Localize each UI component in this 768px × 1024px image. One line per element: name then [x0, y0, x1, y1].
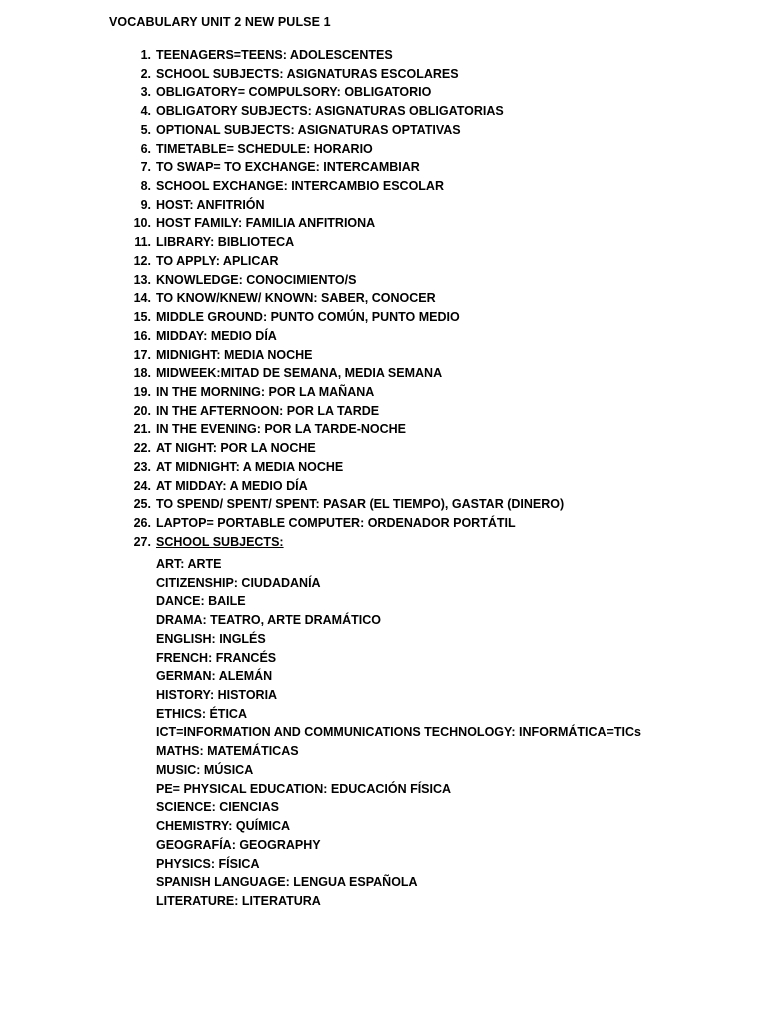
item-number: 1.	[140, 48, 151, 62]
list-item	[0, 346, 768, 365]
subject-item: MUSIC: MÚSICA	[156, 762, 254, 777]
item-text: TEENAGERS=TEENS: ADOLESCENTES	[156, 48, 393, 62]
list-item	[0, 102, 768, 121]
list-item	[0, 477, 768, 496]
subject-item: LITERATURE: LITERATURA	[156, 893, 321, 908]
school-subjects-list	[156, 555, 641, 911]
item-number: 15.	[133, 310, 151, 325]
list-item	[0, 140, 768, 159]
item-text: TO SPEND/ SPENT/ SPENT: PASAR (EL TIEMPO), GASTAR (DINERO)	[156, 497, 565, 512]
list-item	[0, 327, 768, 346]
item-number: 26.	[133, 515, 151, 530]
list-item	[0, 46, 768, 65]
item-number: 21.	[133, 422, 151, 437]
item-text: KNOWLEDGE: CONOCIMIENTO/S	[156, 272, 357, 287]
item-text: OPTIONAL SUBJECTS: ASIGNATURAS OPTATIVAS	[156, 122, 461, 137]
list-item	[0, 533, 768, 552]
item-text: AT MIDDAY: A MEDIO DÍA	[156, 478, 308, 493]
item-text: LAPTOP= PORTABLE COMPUTER: ORDENADOR PORTÁTIL	[156, 515, 516, 530]
list-item	[0, 383, 768, 402]
list-item	[0, 177, 768, 196]
list-item	[0, 439, 768, 458]
item-text: TO KNOW/KNEW/ KNOWN: SABER, CONOCER	[156, 291, 436, 306]
item-number: 7.	[140, 160, 151, 175]
subject-item: MATHS: MATEMÁTICAS	[156, 744, 299, 759]
subject-item: ART: ARTE	[156, 557, 222, 571]
item-text: AT MIDNIGHT: A MEDIA NOCHE	[156, 459, 344, 474]
item-number: 23.	[133, 459, 151, 474]
item-number: 18.	[133, 366, 151, 381]
list-item	[0, 83, 768, 102]
list-item	[0, 252, 768, 271]
item-number: 10.	[133, 216, 151, 231]
section-heading: SCHOOL SUBJECTS:	[156, 534, 284, 549]
item-text: TO SWAP= TO EXCHANGE: INTERCAMBIAR	[156, 160, 420, 175]
item-number: 16.	[133, 328, 151, 343]
item-text: IN THE AFTERNOON: POR LA TARDE	[156, 403, 380, 418]
item-number: 2.	[140, 66, 151, 81]
subject-item: GERMAN: ALEMÁN	[156, 669, 273, 684]
item-text: OBLIGATORY= COMPULSORY: OBLIGATORIO	[156, 85, 432, 100]
subject-item: PE= PHYSICAL EDUCATION: EDUCACIÓN FÍSICA	[156, 781, 452, 796]
list-item	[0, 196, 768, 215]
list-item	[0, 514, 768, 533]
list-item	[0, 402, 768, 421]
subject-item: CHEMISTRY: QUÍMICA	[156, 819, 291, 834]
list-item	[0, 364, 768, 383]
item-number: 8.	[140, 179, 151, 194]
subject-item: DANCE: BAILE	[156, 594, 246, 609]
list-item	[0, 233, 768, 252]
item-text: AT NIGHT: POR LA NOCHE	[156, 441, 316, 456]
subject-item: HISTORY: HISTORIA	[156, 688, 278, 703]
item-text: MIDDAY: MEDIO DÍA	[156, 328, 277, 343]
subject-item: FRENCH: FRANCÉS	[156, 650, 277, 665]
list-item	[0, 214, 768, 233]
subject-item: PHYSICS: FÍSICA	[156, 856, 260, 871]
subject-item: ENGLISH: INGLÉS	[156, 631, 266, 646]
list-item	[0, 308, 768, 327]
subject-item: ETHICS: ÉTICA	[156, 706, 247, 721]
subject-item: GEOGRAFÍA: GEOGRAPHY	[156, 837, 321, 852]
item-text: TIMETABLE= SCHEDULE: HORARIO	[156, 141, 373, 156]
item-text: TO APPLY: APLICAR	[156, 253, 279, 268]
list-item	[0, 458, 768, 477]
item-number: 4.	[140, 104, 151, 119]
item-number: 9.	[140, 197, 151, 212]
subject-item: CITIZENSHIP: CIUDADANÍA	[156, 575, 321, 590]
subject-item: SPANISH LANGUAGE: LENGUA ESPAÑOLA	[156, 875, 418, 890]
item-text: MIDDLE GROUND: PUNTO COMÚN, PUNTO MEDIO	[156, 310, 460, 325]
item-text: HOST FAMILY: FAMILIA ANFITRIONA	[156, 216, 376, 231]
item-number: 14.	[133, 291, 151, 306]
item-text: LIBRARY: BIBLIOTECA	[156, 235, 295, 250]
item-text: MIDWEEK:MITAD DE SEMANA, MEDIA SEMANA	[156, 366, 443, 381]
item-number: 11.	[134, 235, 151, 250]
item-text: OBLIGATORY SUBJECTS: ASIGNATURAS OBLIGATORIAS	[156, 104, 504, 119]
item-number: 6.	[140, 141, 151, 156]
list-item	[0, 65, 768, 84]
item-text: IN THE EVENING: POR LA TARDE-NOCHE	[156, 422, 407, 437]
list-item	[0, 158, 768, 177]
item-number: 13.	[133, 272, 151, 287]
list-item	[0, 420, 768, 439]
item-number: 22.	[133, 441, 151, 456]
subject-item: SCIENCE: CIENCIAS	[156, 800, 279, 815]
subject-item: DRAMA: TEATRO, ARTE DRAMÁTICO	[156, 613, 381, 628]
item-number: 27.	[133, 534, 151, 549]
page-title: VOCABULARY UNIT 2 NEW PULSE 1	[109, 15, 331, 29]
list-item	[0, 495, 768, 514]
item-number: 25.	[133, 497, 151, 512]
item-number: 19.	[133, 384, 151, 399]
item-number: 12.	[133, 253, 151, 268]
item-number: 3.	[140, 85, 151, 100]
vocabulary-list	[0, 46, 768, 551]
item-text: SCHOOL EXCHANGE: INTERCAMBIO ESCOLAR	[156, 179, 444, 194]
item-number: 20.	[133, 403, 151, 418]
item-text: MIDNIGHT: MEDIA NOCHE	[156, 347, 313, 362]
item-number: 24.	[133, 478, 151, 493]
item-text: SCHOOL SUBJECTS: ASIGNATURAS ESCOLARES	[156, 66, 459, 81]
item-number: 17.	[133, 347, 151, 362]
item-text: IN THE MORNING: POR LA MAÑANA	[156, 384, 375, 399]
list-item	[0, 121, 768, 140]
subject-item: ICT=INFORMATION AND COMMUNICATIONS TECHNOLOGY: INFORMÁTICA=TICs	[156, 725, 641, 740]
item-text: HOST: ANFITRIÓN	[156, 197, 265, 212]
list-item	[0, 289, 768, 308]
item-number: 5.	[140, 122, 151, 137]
list-item	[0, 271, 768, 290]
